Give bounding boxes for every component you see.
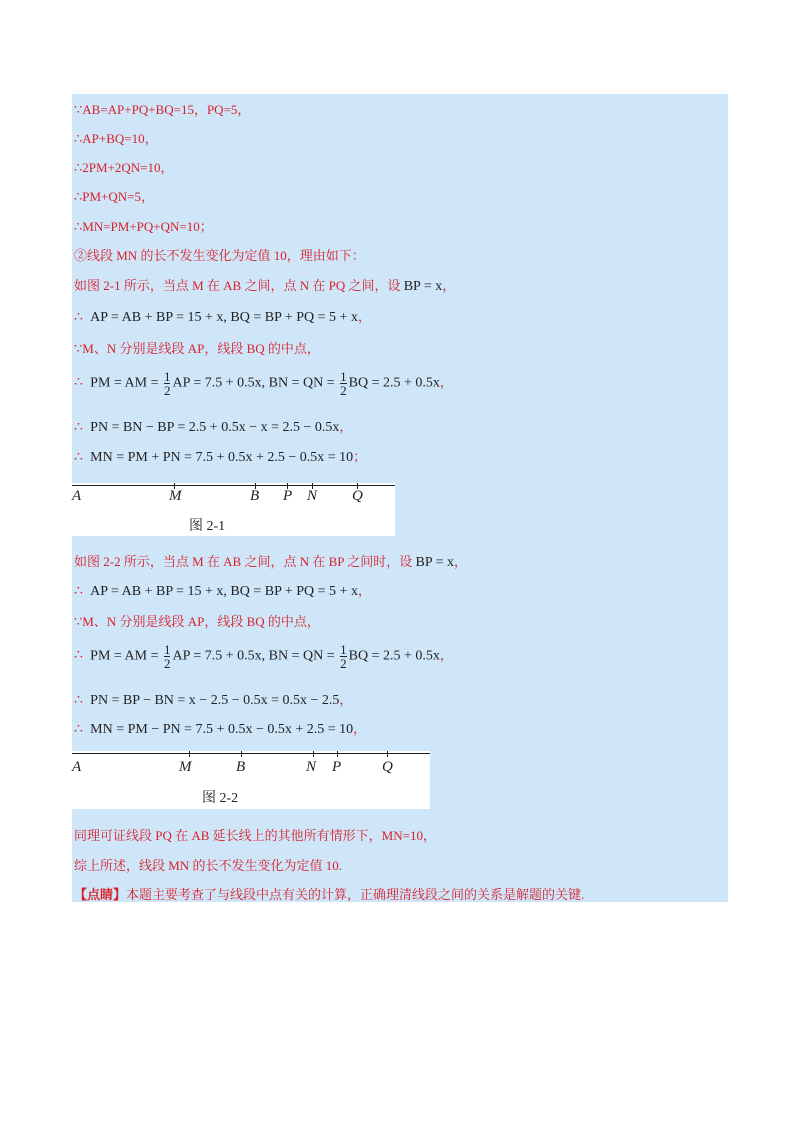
line-12: [74, 446, 366, 466]
text-seg: 如图 2-2 所示，当点 M 在 AB 之间，点 N 在 BP 之间时，设: [74, 554, 413, 569]
label-q: Q: [382, 759, 393, 775]
frac-num: 1: [163, 369, 171, 384]
label-n: N: [306, 759, 317, 775]
math-expr: AP = AB + BP = 15 + x, BQ = BP + PQ = 5 + x: [90, 310, 358, 325]
line-14: [74, 580, 371, 600]
line-8: [74, 306, 371, 326]
comma: ，: [353, 721, 367, 736]
line-17: [74, 689, 352, 709]
label-a: A: [72, 759, 82, 775]
line-2: ∴AP+BQ=10，: [74, 131, 158, 146]
label-p: P: [332, 759, 342, 775]
math-expr: AP = 7.5 + 0.5x, BN = QN =: [172, 648, 339, 664]
therefore-symbol: ∴: [74, 375, 83, 391]
math-expr: MN = PM + PN = 7.5 + 0.5x + 2.5 − 0.5x = 10: [90, 450, 354, 465]
frac-den: 2: [340, 383, 347, 398]
fraction-half: [164, 370, 171, 397]
comma: ，: [339, 692, 353, 707]
figure-2-1: [72, 483, 395, 536]
comma: ，: [439, 374, 453, 390]
label-p: P: [283, 488, 293, 504]
line-5: ∴MN=PM+PQ+QN=10；: [74, 219, 213, 234]
tick-n: [313, 751, 314, 757]
fraction-half: [340, 643, 347, 670]
line-20: 综上所述，线段 MN 的长不发生变化为定值 10.: [74, 858, 342, 873]
frac-den: 2: [163, 656, 171, 671]
figure-caption: 图 2-2: [202, 791, 239, 806]
fraction-half: [340, 370, 347, 397]
line-21: [74, 884, 584, 903]
number-line: [72, 485, 395, 486]
tick-p: [337, 751, 338, 757]
therefore-symbol: ∴: [74, 693, 83, 708]
tick-q: [387, 751, 388, 757]
label-m: M: [169, 488, 182, 504]
line-16: [74, 643, 453, 670]
frac-den: 2: [163, 383, 171, 398]
line-7: [74, 275, 455, 295]
therefore-symbol: ∴: [74, 310, 83, 325]
math-expr: BQ = 2.5 + 0.5x: [348, 375, 440, 391]
comma: ，: [339, 419, 353, 434]
line-19: 同理可证线段 PQ 在 AB 延长线上的其他所有情形下，MN=10，: [74, 828, 436, 843]
line-13: [74, 551, 467, 571]
label-b: B: [236, 759, 246, 775]
math-expr: MN = PM − PN = 7.5 + 0.5x − 0.5x + 2.5 = 10: [90, 722, 354, 737]
therefore-symbol: ∴: [74, 420, 83, 435]
comment-tag: 【点睛】: [74, 887, 127, 902]
math-expr: PM = AM =: [90, 648, 162, 664]
math-expr: AP = AB + BP = 15 + x, BQ = BP + PQ = 5 + x: [90, 584, 358, 599]
comma: ，: [439, 647, 453, 663]
therefore-symbol: ∴: [74, 722, 83, 737]
line-4: ∴PM+QN=5，: [74, 189, 154, 204]
line-9: ∵M、N 分别是线段 AP，线段 BQ 的中点，: [74, 341, 320, 356]
fraction-half: [164, 643, 171, 670]
line-10: [74, 370, 453, 397]
math-expr: BQ = 2.5 + 0.5x: [348, 648, 440, 664]
tick-b: [241, 751, 242, 757]
therefore-symbol: ∴: [74, 648, 83, 664]
comma: ，: [357, 583, 371, 598]
line-15: ∵M、N 分别是线段 AP，线段 BQ 的中点，: [74, 614, 320, 629]
comma: ，: [442, 278, 456, 293]
frac-num: 1: [163, 642, 171, 657]
label-a: A: [72, 488, 82, 504]
frac-den: 2: [340, 656, 347, 671]
line-18: [74, 718, 366, 738]
figure-2-2: [72, 751, 430, 809]
semicolon: ；: [353, 449, 367, 464]
label-b: B: [250, 488, 260, 504]
math-bp: BP = x: [403, 279, 443, 294]
therefore-symbol: ∴: [74, 450, 83, 465]
math-expr: PM = AM =: [90, 375, 162, 391]
comment-text: 本题主要考查了与线段中点有关的计算，正确理清线段之间的关系是解题的关键.: [126, 887, 585, 902]
line-11: [74, 416, 352, 436]
line-1: ∵AB=AP+PQ+BQ=15，PQ=5，: [74, 102, 251, 117]
math-bp: BP = x: [415, 555, 455, 570]
figure-caption: 图 2-1: [189, 519, 226, 534]
math-expr: AP = 7.5 + 0.5x, BN = QN =: [172, 375, 339, 391]
frac-num: 1: [340, 642, 347, 657]
math-expr: PN = BP − BN = x − 2.5 − 0.5x = 0.5x − 2.5: [90, 693, 340, 708]
comma: ，: [454, 554, 468, 569]
therefore-symbol: ∴: [74, 584, 83, 599]
label-n: N: [307, 488, 318, 504]
line-6: ②线段 MN 的长不发生变化为定值 10，理由如下：: [74, 248, 365, 263]
label-m: M: [179, 759, 192, 775]
math-expr: PN = BN − BP = 2.5 + 0.5x − x = 2.5 − 0.5x: [90, 420, 340, 435]
number-line: [72, 753, 430, 754]
frac-num: 1: [340, 369, 347, 384]
tick-m: [189, 751, 190, 757]
line-3: ∴2PM+2QN=10，: [74, 160, 174, 175]
text-seg: 如图 2-1 所示，当点 M 在 AB 之间，点 N 在 PQ 之间，设: [74, 278, 401, 293]
label-q: Q: [352, 488, 363, 504]
comma: ，: [357, 309, 371, 324]
